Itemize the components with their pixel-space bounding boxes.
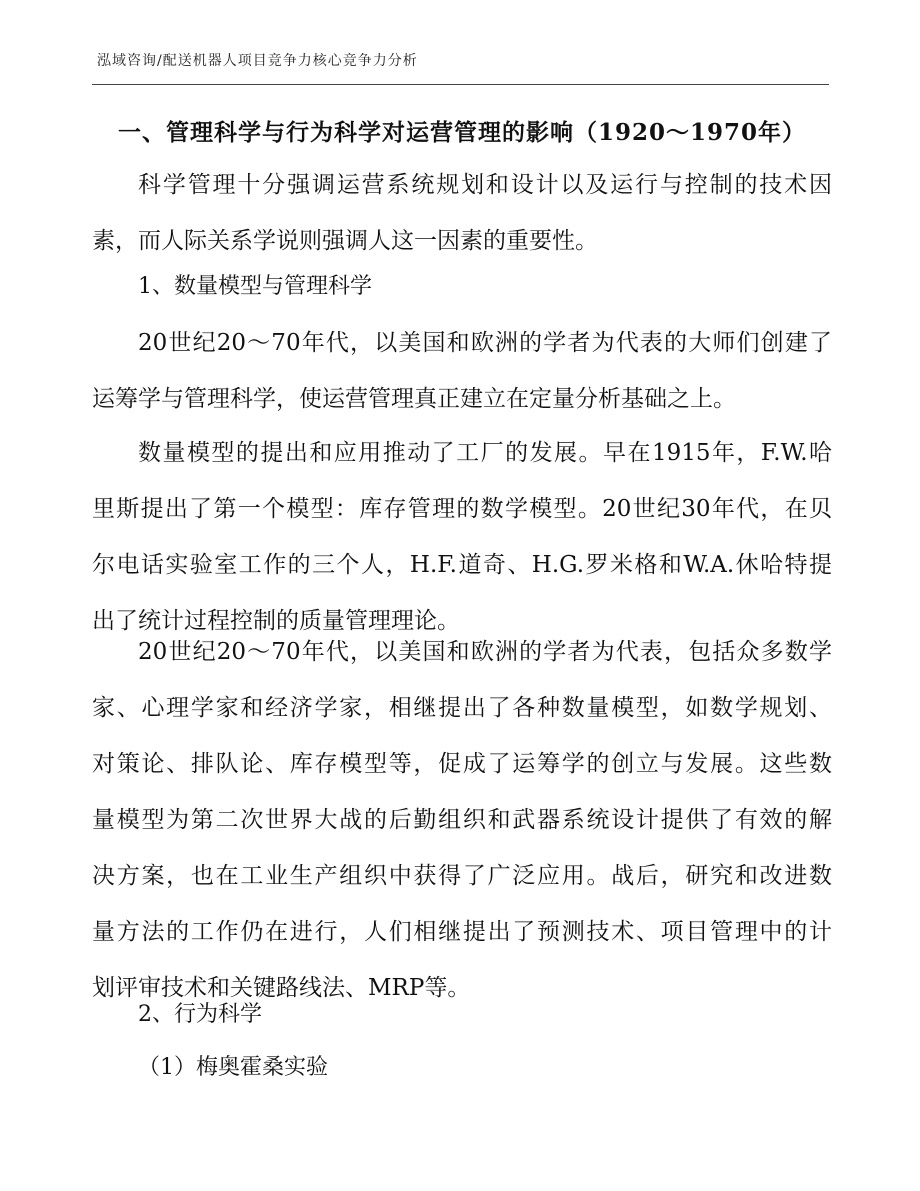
section-heading bbox=[118, 105, 858, 161]
paragraph-line: 家、心理学家和经济学家，相继提出了各种数量模型，如数学规划、 bbox=[92, 695, 832, 721]
subheading-text: （1）梅奥霍桑实验 bbox=[138, 1055, 328, 1080]
paragraph-line: 划评审技术和关键路线法、MRP等。 bbox=[92, 975, 471, 1001]
paragraph-line: 决方案，也在工业生产组织中获得了广泛应用。战后，研究和改进数 bbox=[92, 863, 832, 889]
paragraph-line: 量模型为第二次世界大战的后勤组织和武器系统设计提供了有效的解 bbox=[92, 807, 832, 833]
subheading-2 bbox=[138, 987, 878, 1043]
paragraph-line: 对策论、排队论、库存模型等，促成了运筹学的创立与发展。这些数 bbox=[92, 751, 832, 777]
paragraph-1 bbox=[92, 157, 832, 269]
section-heading-text: 一、管理科学与行为科学对运营管理的影响（1920～1970年） bbox=[118, 119, 807, 146]
paragraph-line: 20世纪20～70年代，以美国和欧洲的学者为代表，包括众多数学 bbox=[138, 639, 832, 665]
paragraph-line: 素，而人际关系学说则强调人这一因素的重要性。 bbox=[92, 228, 598, 254]
running-header: 泓域咨询/配送机器人项目竞争力核心竞争力分析 bbox=[97, 53, 418, 69]
paragraph-line: 20世纪20～70年代，以美国和欧洲的学者为代表的大师们创建了 bbox=[138, 330, 832, 356]
header-divider bbox=[92, 84, 829, 85]
subheading-text: 2、行为科学 bbox=[138, 1002, 262, 1027]
subheading-text: 1、数量模型与管理科学 bbox=[138, 274, 372, 299]
paragraph-line: 量方法的工作仍在进行，人们相继提出了预测技术、项目管理中的计 bbox=[92, 919, 832, 945]
paragraph-line: 里斯提出了第一个模型：库存管理的数学模型。20世纪30年代，在贝 bbox=[92, 496, 832, 522]
subheading-3 bbox=[138, 1040, 878, 1096]
paragraph-line: 尔电话实验室工作的三个人，H.F.道奇、H.G.罗米格和W.A.休哈特提 bbox=[92, 552, 832, 578]
subheading-1 bbox=[138, 259, 878, 315]
paragraph-2 bbox=[92, 315, 832, 427]
paragraph-line: 数量模型的提出和应用推动了工厂的发展。早在1915年，F.W.哈 bbox=[138, 440, 832, 466]
paragraph-line: 运筹学与管理科学，使运营管理真正建立在定量分析基础之上。 bbox=[92, 386, 736, 412]
paragraph-line: 科学管理十分强调运营系统规划和设计以及运行与控制的技术因 bbox=[138, 172, 832, 198]
paragraph-4 bbox=[92, 624, 832, 1016]
paragraph-line: 出了统计过程控制的质量管理理论。 bbox=[92, 608, 460, 634]
paragraph-3 bbox=[92, 425, 832, 649]
